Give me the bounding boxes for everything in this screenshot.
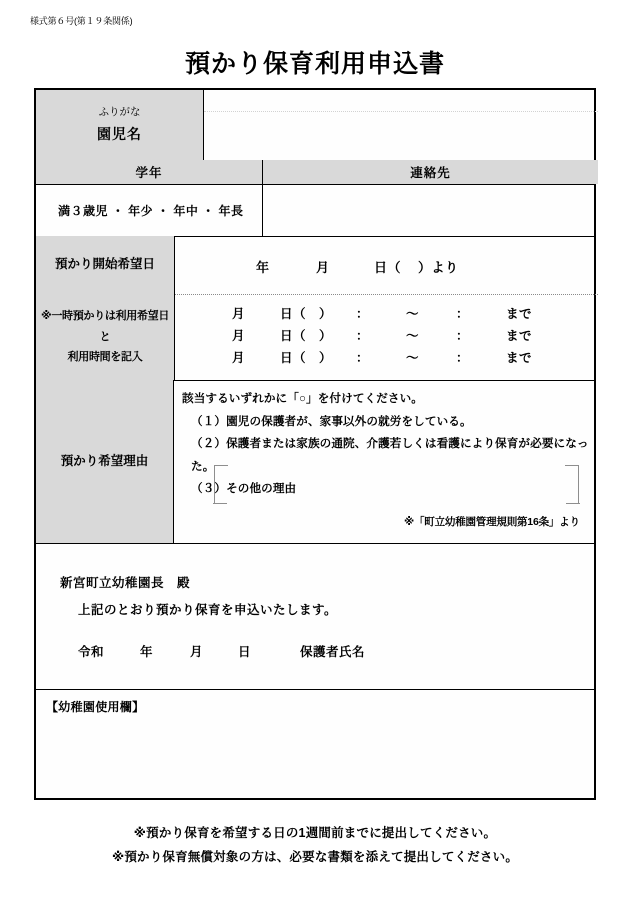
start-date-label: 預かり開始希望日 xyxy=(54,257,155,272)
temp-time-start-2: ： xyxy=(356,329,370,343)
contact-header-cell xyxy=(263,160,598,184)
temp-time-row-1[interactable] xyxy=(232,304,532,322)
start-day-close: ）より xyxy=(418,260,459,275)
temp-time-start-1: ： xyxy=(356,307,370,321)
temp-month-unit-1: 月 xyxy=(232,307,246,321)
contact-header-label: 連絡先 xyxy=(410,166,451,180)
temp-time-row-3[interactable] xyxy=(232,348,532,366)
temp-tilde-1: ～ xyxy=(406,307,420,321)
reason-label-cell xyxy=(36,380,174,543)
reason-free-text-box[interactable] xyxy=(214,465,579,503)
form-number: 様式第６号(第１９条関係) xyxy=(30,16,133,26)
footer-notes xyxy=(0,822,630,870)
temp-time-end-1: ： xyxy=(456,307,470,321)
start-day-unit: 日（ xyxy=(374,260,402,275)
row-divider-6 xyxy=(36,689,594,690)
start-date-label-cell xyxy=(36,236,174,294)
office-use-input-area[interactable] xyxy=(46,720,586,792)
row-divider-5 xyxy=(36,543,594,544)
reason-label: 預かり希望理由 xyxy=(60,453,149,468)
start-year-unit: 年 xyxy=(256,260,270,275)
start-date-line[interactable] xyxy=(256,257,459,276)
temp-time-end-2: ： xyxy=(456,329,470,343)
declaration-statement: 上記のとおり預かり保育を申込いたします。 xyxy=(78,603,338,617)
declaration-year-unit: 年 xyxy=(140,645,154,659)
temp-day-unit-2: 日（ ） xyxy=(280,329,333,343)
temp-until-1: まで xyxy=(506,307,533,321)
office-use-label: 【幼稚園使用欄】 xyxy=(46,700,145,714)
signer-name-label: 保護者氏名 xyxy=(300,645,366,659)
grade-header-label: 学年 xyxy=(135,166,163,180)
temp-until-3: まで xyxy=(506,351,533,365)
reason-source-note: ※「町立幼稚園管理規則第16条」より xyxy=(404,516,580,528)
application-form-table xyxy=(34,88,596,800)
footer-note-2: ※預かり保育無償対象の方は、必要な書類を添えて提出してください。 xyxy=(111,849,519,864)
temp-note-line-1: ※一時預かりは利用希望日と xyxy=(40,310,170,343)
child-name-label: 園児名 xyxy=(97,126,142,143)
declaration-era: 令和 xyxy=(78,645,105,659)
start-temp-label-divider xyxy=(174,236,175,380)
temp-time-end-3: ： xyxy=(456,351,470,365)
temp-care-note-cell xyxy=(36,294,174,380)
reason-lead: 該当するいずれかに「○」を付けてください。 xyxy=(182,392,423,405)
temp-month-unit-3: 月 xyxy=(232,351,246,365)
start-month-unit: 月 xyxy=(316,260,330,275)
declaration-day-unit: 日 xyxy=(238,645,252,659)
child-name-label-cell xyxy=(36,90,204,160)
reason-item-2[interactable]: （２）保護者または家族の通院、介護若しくは看護により保育が必要になった。 xyxy=(191,437,589,473)
grade-header-cell xyxy=(36,160,262,184)
temp-time-start-3: ： xyxy=(356,351,370,365)
temp-day-unit-3: 日（ ） xyxy=(280,351,333,365)
declaration-date-signature[interactable] xyxy=(78,642,365,660)
temp-note-line-2: 利用時間を記入 xyxy=(67,351,143,364)
temp-day-unit-1: 日（ ） xyxy=(280,307,333,321)
reason-item-1[interactable]: （１）園児の保護者が、家事以外の就労をしている。 xyxy=(191,414,472,428)
temp-tilde-2: ～ xyxy=(406,329,420,343)
declaration-addressee: 新宮町立幼稚園長 殿 xyxy=(60,576,191,590)
start-temp-divider xyxy=(175,294,598,295)
furigana-label: ふりがな xyxy=(98,106,141,119)
child-name-input-area[interactable] xyxy=(205,112,597,159)
grade-contact-divider-header xyxy=(262,160,263,184)
contact-input-area[interactable] xyxy=(263,184,597,236)
temp-until-2: まで xyxy=(506,329,533,343)
temp-month-unit-2: 月 xyxy=(232,329,246,343)
grade-options[interactable]: 満３歳児 ・ 年少 ・ 年中 ・ 年長 xyxy=(58,203,244,218)
footer-note-1: ※預かり保育を希望する日の1週間前までに提出してください。 xyxy=(133,826,497,840)
page-title: 預かり保育利用申込書 xyxy=(184,50,445,78)
reason-item-3[interactable]: （３）その他の理由 xyxy=(191,482,297,496)
temp-time-row-2[interactable] xyxy=(232,326,532,344)
temp-tilde-3: ～ xyxy=(406,351,420,365)
declaration-month-unit: 月 xyxy=(190,645,204,659)
